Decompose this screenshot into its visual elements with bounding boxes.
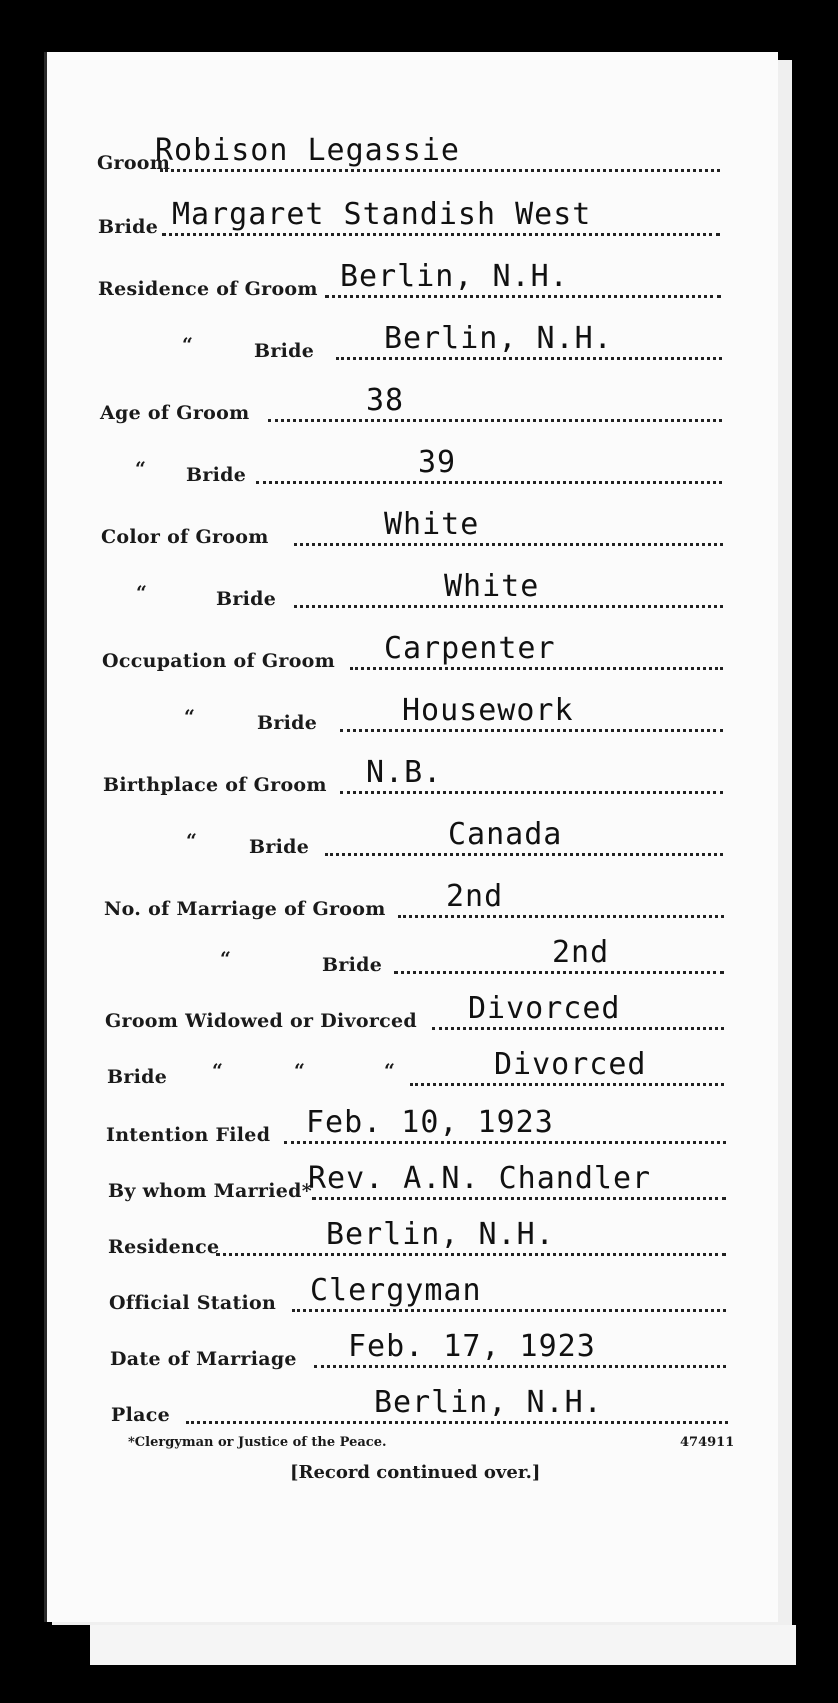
field-widowed-bride <box>0 1047 838 1092</box>
value-marriage-no-groom: 2nd <box>446 879 504 914</box>
label-color-groom: Color of Groom <box>101 526 269 548</box>
field-age-groom <box>0 383 838 428</box>
value-by-whom-married: Rev. A.N. Chandler <box>308 1161 652 1196</box>
dotted-line <box>432 1027 724 1030</box>
ditto-mark: “ <box>384 1060 395 1082</box>
footnote: *Clergyman or Justice of the Peace. <box>128 1435 387 1450</box>
value-occupation-groom: Carpenter <box>384 631 556 666</box>
dotted-line <box>160 169 720 172</box>
dotted-line <box>325 295 721 298</box>
dotted-line <box>268 419 722 422</box>
field-groom <box>0 133 838 178</box>
field-marriage-no-groom <box>0 879 838 924</box>
value-widowed-bride: Divorced <box>494 1047 647 1082</box>
dotted-line <box>294 543 723 546</box>
field-color-groom <box>0 507 838 552</box>
field-residence-bride <box>0 321 838 366</box>
value-intention-filed: Feb. 10, 1923 <box>306 1105 554 1140</box>
dotted-line <box>162 233 720 236</box>
dotted-line <box>394 971 724 974</box>
field-place <box>0 1385 838 1430</box>
label-residence-groom: Residence of Groom <box>98 278 318 300</box>
label-groom: Groom <box>97 152 171 174</box>
record-continued-note: [Record continued over.] <box>290 1462 541 1483</box>
paper-bottom-strip <box>90 1625 796 1665</box>
label-by-whom-married: By whom Married* <box>108 1180 312 1202</box>
value-age-groom: 38 <box>366 383 405 418</box>
field-by-whom-married <box>0 1161 838 1206</box>
label-widowed-groom: Groom Widowed or Divorced <box>105 1010 417 1032</box>
field-birthplace-groom <box>0 755 838 800</box>
label-intention-filed: Intention Filed <box>106 1124 271 1146</box>
field-intention-filed <box>0 1105 838 1150</box>
label-color-bride: Bride <box>216 588 277 610</box>
field-residence <box>0 1217 838 1262</box>
label-occupation-groom: Occupation of Groom <box>102 650 336 672</box>
ditto-mark: “ <box>136 582 147 604</box>
ditto-mark: “ <box>220 948 231 970</box>
value-widowed-groom: Divorced <box>468 991 621 1026</box>
value-groom: Robison Legassie <box>155 133 460 168</box>
field-age-bride <box>0 445 838 490</box>
dotted-line <box>336 357 722 360</box>
dotted-line <box>294 605 723 608</box>
field-official-station <box>0 1273 838 1318</box>
label-marriage-no-bride: Bride <box>322 954 383 976</box>
dotted-line <box>410 1083 724 1086</box>
dotted-line <box>398 915 724 918</box>
value-date-of-marriage: Feb. 17, 1923 <box>348 1329 596 1364</box>
value-occupation-bride: Housework <box>402 693 574 728</box>
field-occupation-bride <box>0 693 838 738</box>
field-marriage-no-bride <box>0 935 838 980</box>
ditto-mark: “ <box>186 830 197 852</box>
label-marriage-no-groom: No. of Marriage of Groom <box>104 898 386 920</box>
field-date-of-marriage <box>0 1329 838 1374</box>
dotted-line <box>216 1253 726 1256</box>
form-number: 474911 <box>680 1435 735 1450</box>
value-marriage-no-bride: 2nd <box>552 935 610 970</box>
value-age-bride: 39 <box>418 445 457 480</box>
ditto-mark: “ <box>135 458 146 480</box>
value-birthplace-bride: Canada <box>448 817 563 852</box>
dotted-line <box>292 1309 726 1312</box>
label-birthplace-bride: Bride <box>249 836 310 858</box>
value-official-station: Clergyman <box>310 1273 482 1308</box>
ditto-mark: “ <box>184 706 195 728</box>
label-residence: Residence <box>108 1236 220 1258</box>
field-widowed-groom <box>0 991 838 1036</box>
value-birthplace-groom: N.B. <box>366 755 443 790</box>
label-date-of-marriage: Date of Marriage <box>110 1348 297 1370</box>
label-age-groom: Age of Groom <box>100 402 250 424</box>
dotted-line <box>314 1365 726 1368</box>
dotted-line <box>186 1421 728 1424</box>
label-age-bride: Bride <box>186 464 247 486</box>
label-widowed-bride: Bride <box>107 1066 168 1088</box>
dotted-line <box>256 481 722 484</box>
field-birthplace-bride <box>0 817 838 862</box>
dotted-line <box>340 791 723 794</box>
field-occupation-groom <box>0 631 838 676</box>
dotted-line <box>284 1141 726 1144</box>
label-residence-bride: Bride <box>254 340 315 362</box>
value-residence: Berlin, N.H. <box>326 1217 555 1252</box>
label-official-station: Official Station <box>109 1292 277 1314</box>
dotted-line <box>325 853 723 856</box>
label-place: Place <box>111 1404 170 1426</box>
value-residence-groom: Berlin, N.H. <box>340 259 569 294</box>
ditto-mark: “ <box>182 334 193 356</box>
value-color-bride: White <box>444 569 540 604</box>
field-color-bride <box>0 569 838 614</box>
value-bride: Margaret Standish West <box>172 197 592 232</box>
field-residence-groom <box>0 259 838 304</box>
label-birthplace-groom: Birthplace of Groom <box>103 774 327 796</box>
dotted-line <box>350 667 723 670</box>
ditto-mark: “ <box>294 1060 305 1082</box>
value-color-groom: White <box>384 507 480 542</box>
value-residence-bride: Berlin, N.H. <box>384 321 613 356</box>
label-occupation-bride: Bride <box>257 712 318 734</box>
label-bride: Bride <box>98 216 159 238</box>
field-bride <box>0 197 838 242</box>
dotted-line <box>312 1197 726 1200</box>
dotted-line <box>340 729 723 732</box>
ditto-mark: “ <box>212 1060 223 1082</box>
value-place: Berlin, N.H. <box>374 1385 603 1420</box>
